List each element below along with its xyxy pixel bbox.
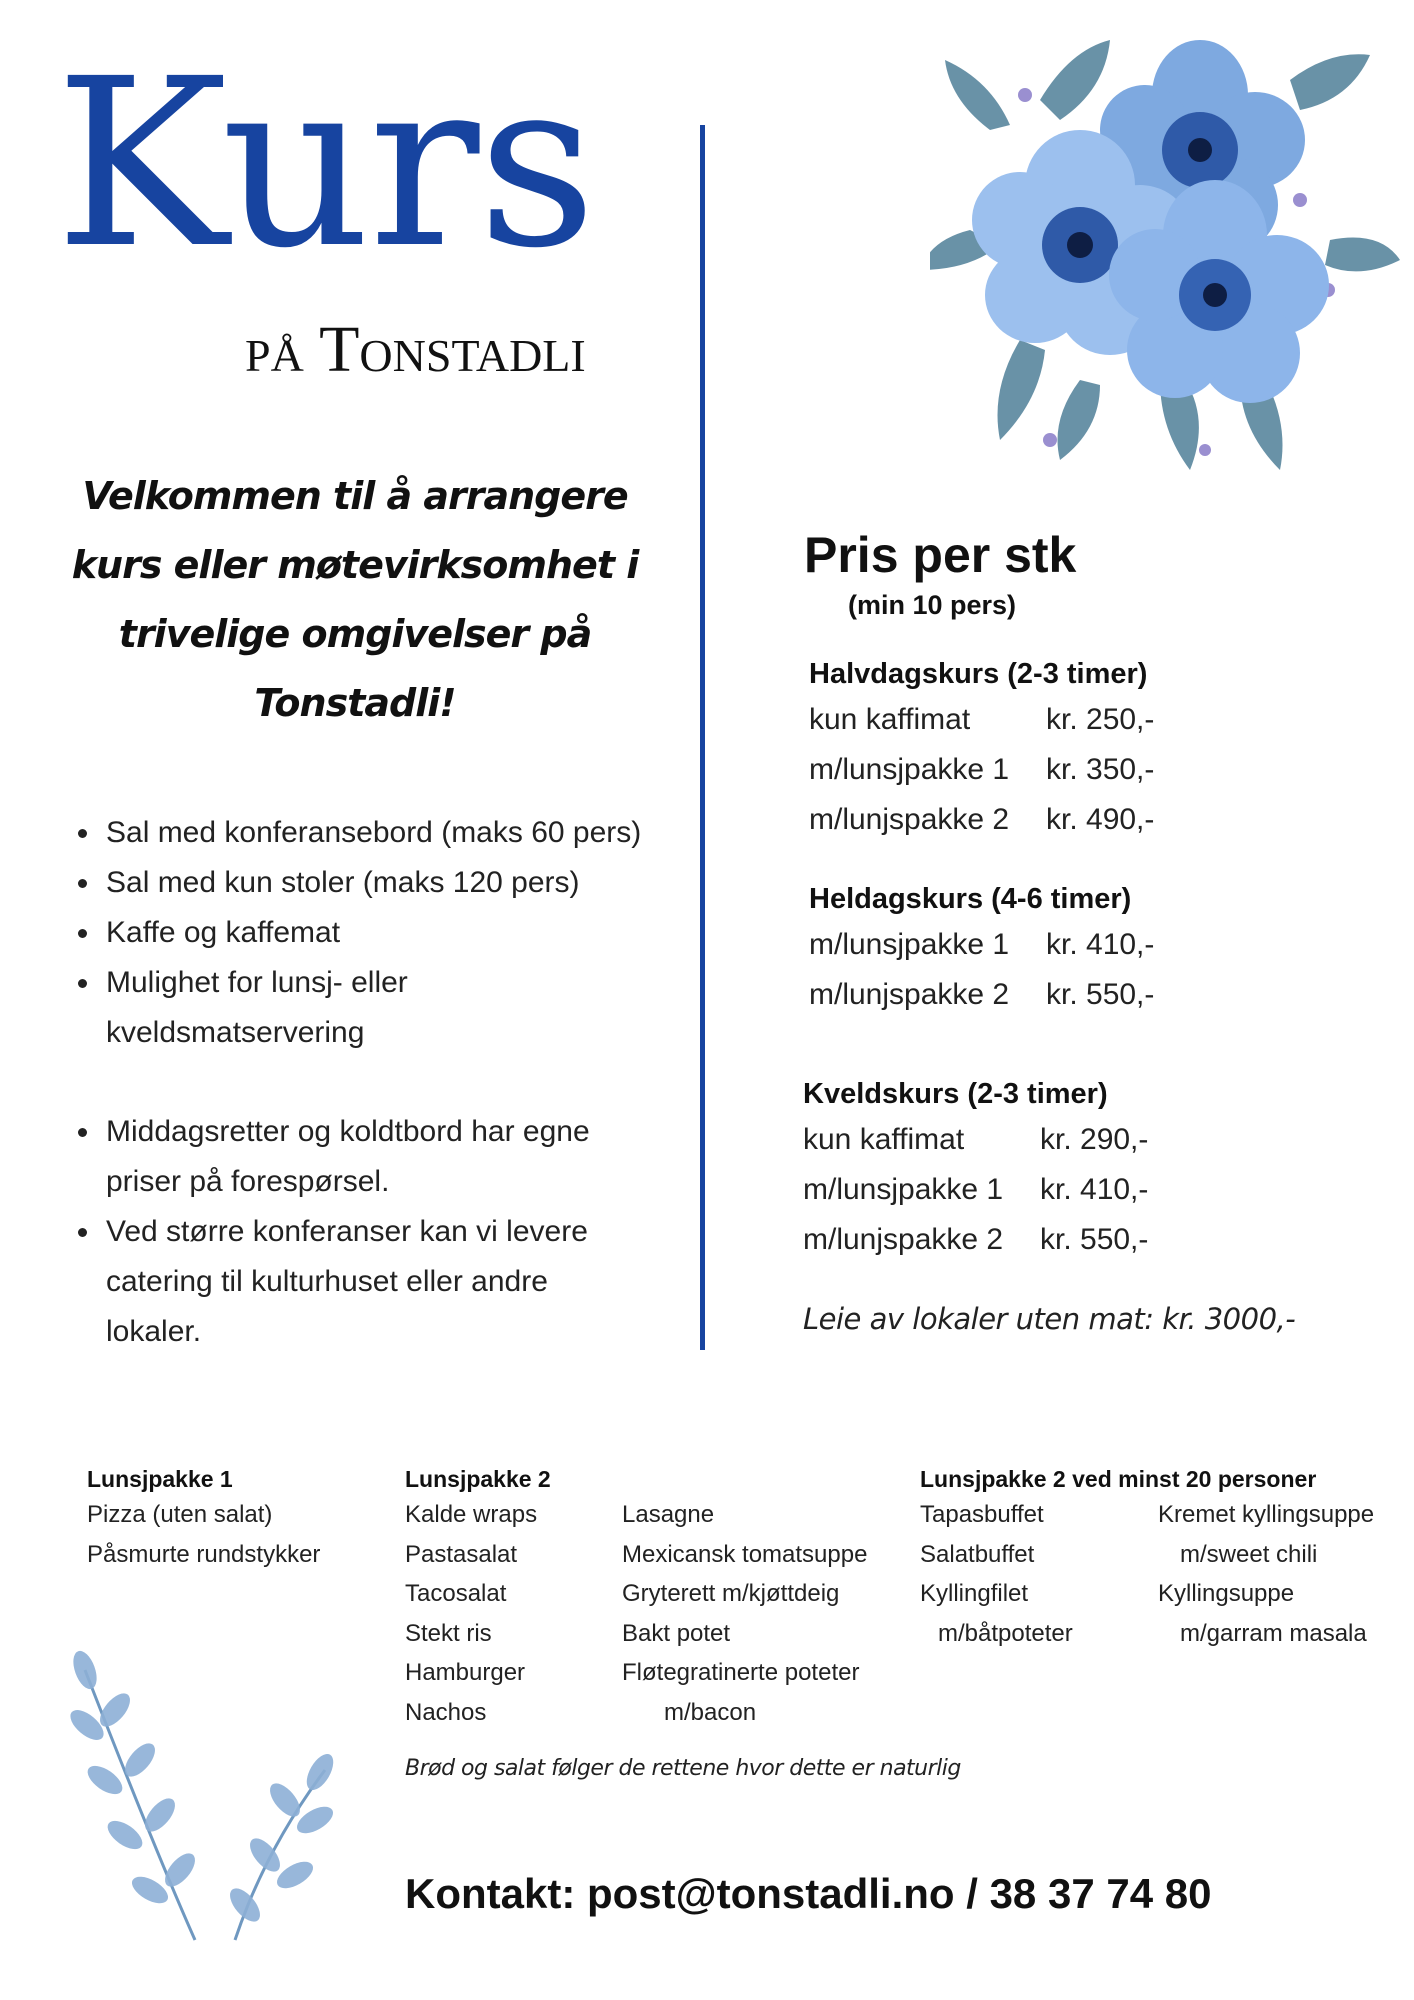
pricing-title: Pris per stk (804, 527, 1077, 583)
price-value: kr. 290,- (1040, 1123, 1149, 1156)
category-title: Kveldskurs (2-3 timer) (803, 1078, 1108, 1110)
package-item: Fløtegratinerte poteter (622, 1659, 860, 1686)
package-item: Mexicansk tomatsuppe (622, 1540, 868, 1568)
contact-info: Kontakt: post@tonstadli.no / 38 37 74 80 (405, 1870, 1212, 1917)
welcome-text: Velkommen til å arrangere kurs eller møtevirksomhet i trivelige omgivelser på Tonstadli! (71, 474, 639, 725)
price-value: kr. 410,- (1040, 1173, 1149, 1206)
price-value: kr. 250,- (1046, 703, 1155, 736)
price-row (809, 695, 1154, 745)
package-item: Kyllingsuppe (1158, 1580, 1295, 1607)
page-subtitle: på Tonstadli (245, 313, 586, 386)
leaf-branch-icon (45, 1650, 345, 1950)
pricing-category-kveld (803, 1078, 1148, 1265)
package-item: Kyllingfilet (920, 1580, 1029, 1607)
price-label: kun kaffimat (803, 1123, 965, 1156)
package-heading: Lunsjpakke 2 (405, 1466, 551, 1492)
package-item: Bakt potet (622, 1619, 731, 1647)
lunch-package-2 (405, 1466, 867, 1732)
lunch-package-1 (87, 1466, 320, 1574)
package-item: Kremet kyllingsuppe (1158, 1501, 1375, 1528)
price-row (803, 1165, 1148, 1215)
package-item: m/båtpoteter (938, 1619, 1073, 1647)
price-row (809, 745, 1154, 795)
feature-item: • Sal med konferansebord (maks 60 pers) (102, 808, 702, 858)
price-label: m/lunsjpakke 1 (809, 928, 1010, 961)
pricing-category-heldag (809, 883, 1154, 1020)
feature-list-secondary (70, 1107, 702, 1357)
feature-list (70, 808, 702, 1058)
feature-item: • Sal med kun stoler (maks 120 pers) (102, 858, 702, 908)
package-heading: Lunsjpakke 1 (87, 1466, 233, 1492)
price-label: m/lunsjpakke 1 (803, 1173, 1004, 1206)
package-item: Stekt ris (405, 1619, 492, 1647)
lunch-package-3 (920, 1466, 1374, 1653)
price-row (803, 1115, 1148, 1165)
package-item: Lasagne (622, 1501, 715, 1528)
package-heading: Lunsjpakke 2 ved minst 20 personer (920, 1466, 1317, 1492)
price-label: m/lunjspakke 2 (809, 978, 1010, 1011)
price-label: m/lunjspakke 2 (809, 803, 1010, 836)
feature-item: • Ved større konferanser kan vi levere catering til kulturhuset eller andre lokaler. (102, 1207, 626, 1357)
price-label: m/lunsjpakke 1 (809, 753, 1010, 786)
package-item: m/sweet chili (1180, 1540, 1318, 1568)
package-item: Pizza (uten salat) (87, 1501, 273, 1528)
package-item: Pastasalat (405, 1540, 518, 1568)
bread-salad-note: Brød og salat følger de rettene hvor dette er naturlig (405, 1756, 961, 1781)
price-value: kr. 490,- (1046, 803, 1155, 836)
price-row (809, 920, 1154, 970)
package-item: Salatbuffet (920, 1540, 1035, 1568)
flower-bouquet-icon (930, 40, 1400, 480)
package-item: Hamburger (405, 1659, 526, 1686)
package-item: Tapasbuffet (920, 1501, 1044, 1528)
price-row (809, 970, 1154, 1020)
package-item: Gryterett m/kjøttdeig (622, 1580, 840, 1607)
package-item: Påsmurte rundstykker (87, 1540, 321, 1568)
feature-item: • Mulighet for lunsj- eller kveldsmatservering (102, 958, 446, 1058)
package-item: Nachos (405, 1698, 487, 1726)
pricing-subtitle: (min 10 pers) (848, 590, 1017, 620)
price-value: kr. 550,- (1040, 1223, 1149, 1256)
pricing-category-halvdag (809, 658, 1154, 845)
package-item: Tacosalat (405, 1580, 507, 1607)
price-value: kr. 410,- (1046, 928, 1155, 961)
feature-item: • Middagsretter og koldtbord har egne priser på forespørsel. (102, 1107, 646, 1207)
price-value: kr. 550,- (1046, 978, 1155, 1011)
price-label: kun kaffimat (809, 703, 971, 736)
package-item: Kalde wraps (405, 1501, 538, 1528)
feature-item: • Kaffe og kaffemat (102, 908, 702, 958)
package-item: m/bacon (664, 1698, 757, 1726)
category-title: Heldagskurs (4-6 timer) (809, 883, 1132, 915)
page-title: Kurs (55, 29, 595, 299)
price-row (809, 795, 1154, 845)
rental-price: Leie av lokaler uten mat: kr. 3000,- (803, 1302, 1296, 1336)
package-item: m/garram masala (1180, 1619, 1367, 1647)
price-label: m/lunjspakke 2 (803, 1223, 1004, 1256)
price-row (803, 1215, 1148, 1265)
category-title: Halvdagskurs (2-3 timer) (809, 658, 1148, 690)
price-value: kr. 350,- (1046, 753, 1155, 786)
